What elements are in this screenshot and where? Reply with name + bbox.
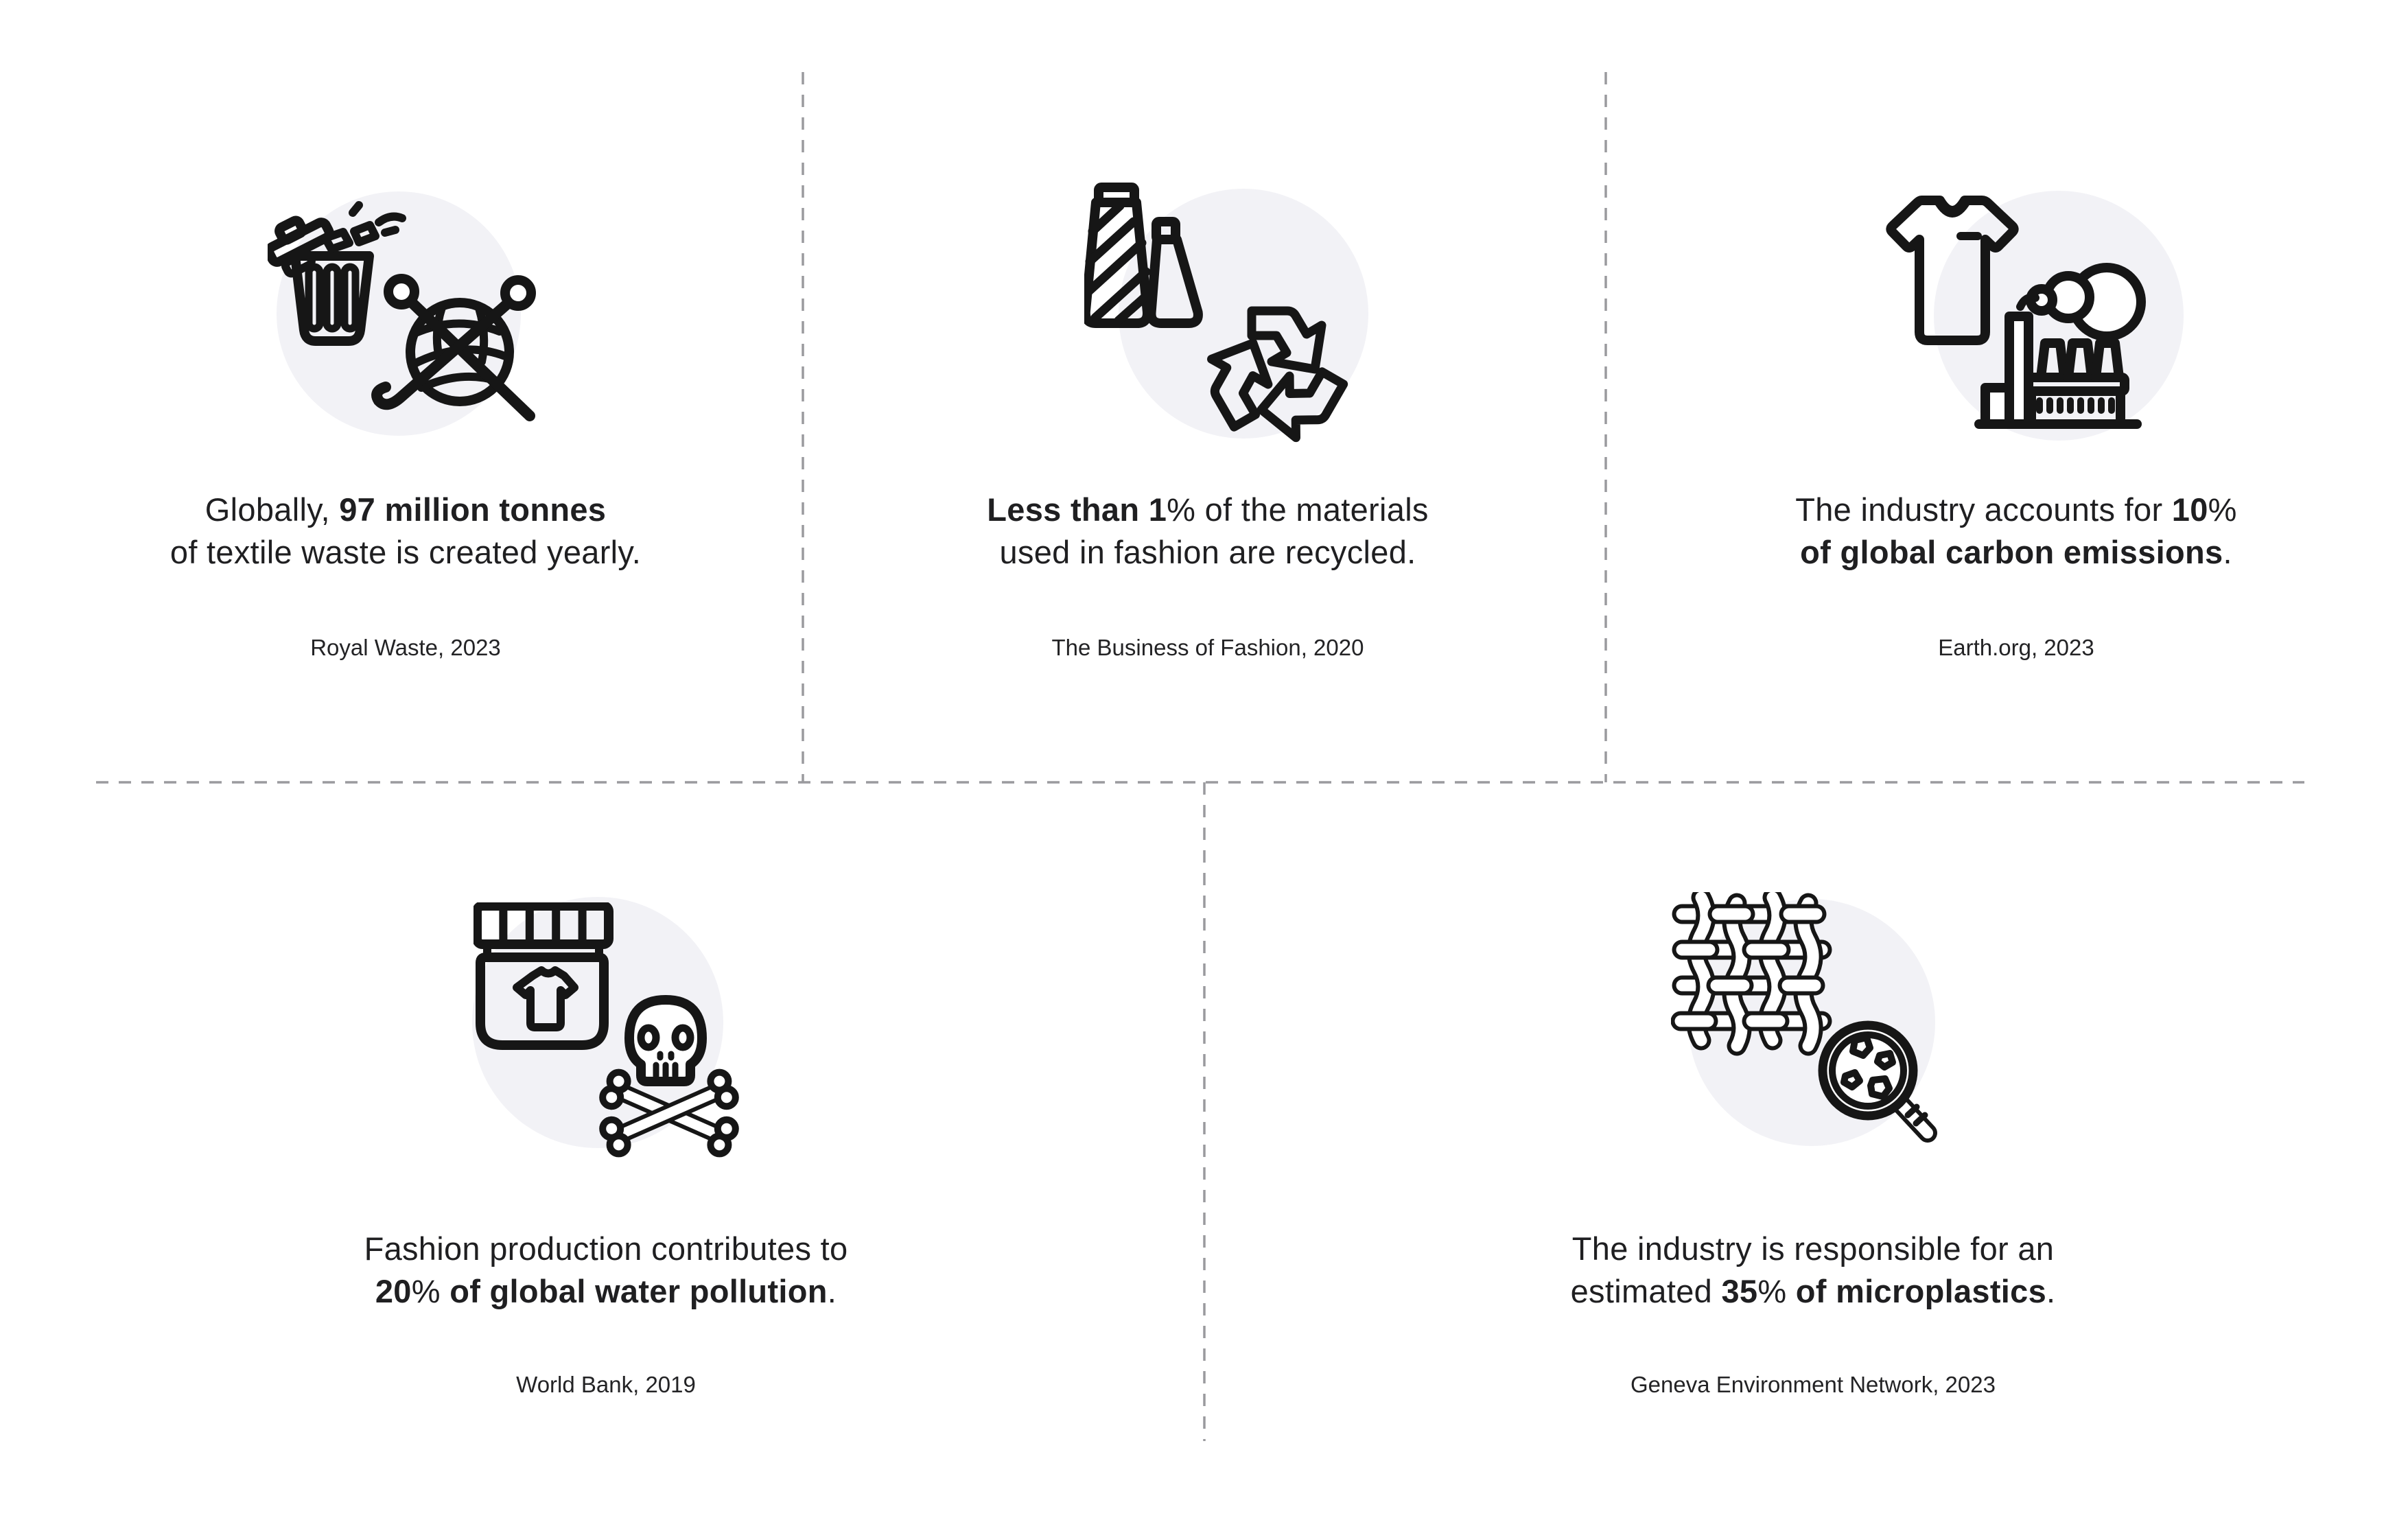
stat-caption: Fashion production contributes to 20% of global water pollution. bbox=[364, 1230, 848, 1309]
stat-source: The Business of Fashion, 2020 bbox=[1051, 635, 1364, 660]
stat-caption: Globally, 97 million tonnes of textile waste is created yearly. bbox=[170, 491, 642, 570]
stat-caption: The industry is responsible for an estimated 35% of microplastics. bbox=[1570, 1230, 2056, 1309]
stat-caption: Less than 1% of the materials used in fashion are recycled. bbox=[987, 491, 1429, 570]
stat-source: Earth.org, 2023 bbox=[1938, 635, 2094, 660]
stat-caption: The industry accounts for 10% of global carbon emissions. bbox=[1795, 491, 2237, 570]
stat-source: Geneva Environment Network, 2023 bbox=[1630, 1372, 1996, 1397]
stat-source: Royal Waste, 2023 bbox=[310, 635, 501, 660]
stat-source: World Bank, 2019 bbox=[516, 1372, 696, 1397]
